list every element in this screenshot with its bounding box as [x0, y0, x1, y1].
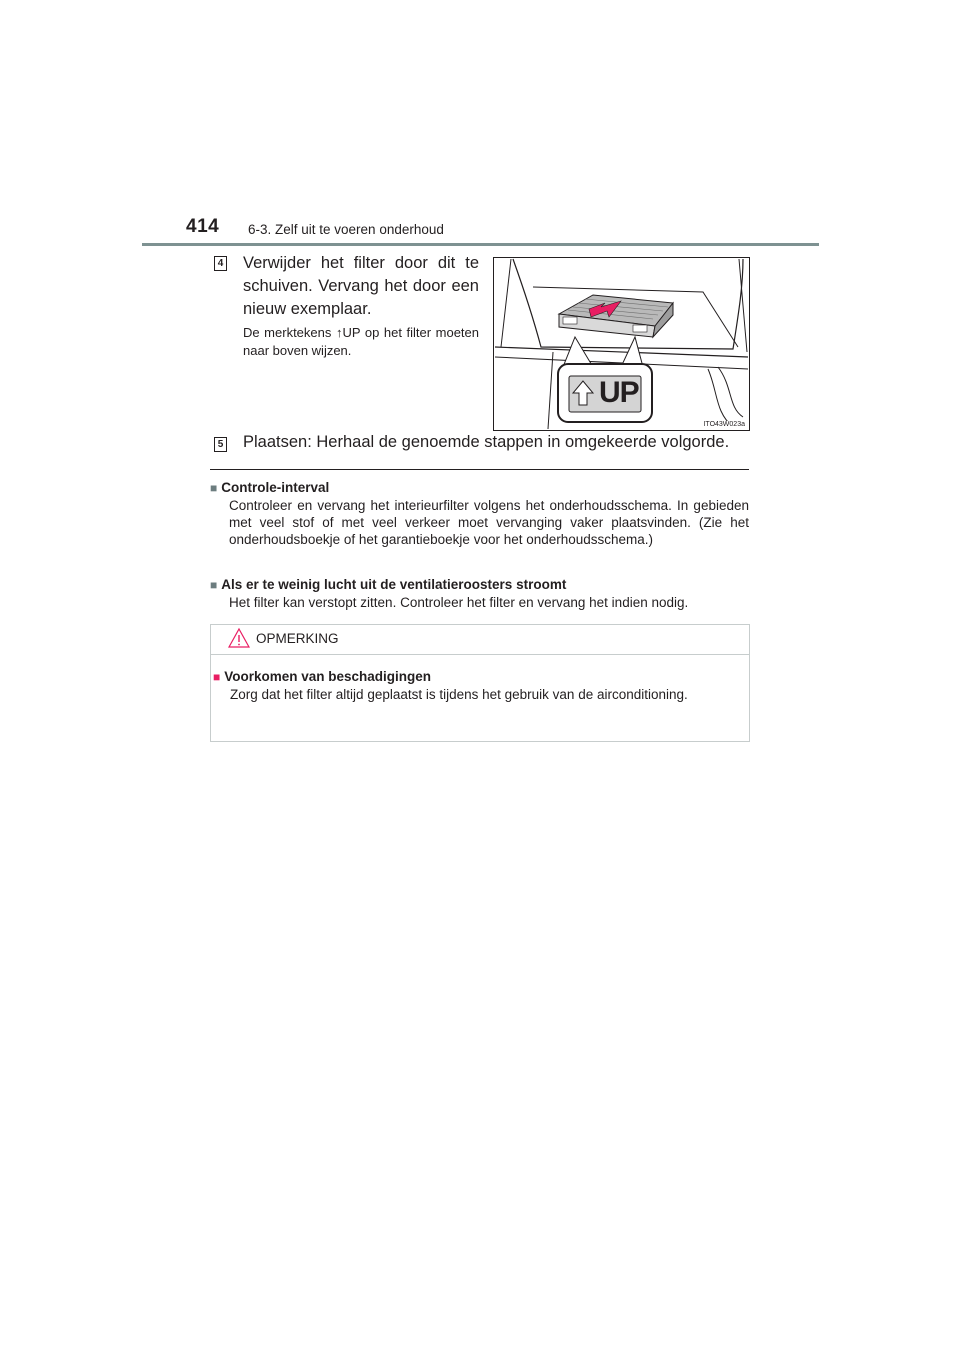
callout-up-label: UP [599, 376, 639, 409]
warning-icon [228, 627, 250, 649]
step-4-note: De merktekens ↑UP op het filter moeten naar boven wijzen. [243, 325, 479, 358]
notice-item [211, 668, 749, 703]
notice-item-body: Zorg dat het filter altijd geplaatst is tijdens het gebruik van de airconditioning. [230, 687, 688, 702]
illustration-code: ITO43W023a [703, 421, 745, 428]
info-heading: Controle-interval [221, 480, 330, 495]
bullet-icon: ■ [210, 578, 218, 592]
step-5-badge: 5 [214, 437, 227, 452]
info-heading: Als er te weinig lucht uit de ventilatieroosters stroomt [221, 577, 567, 592]
step-4-badge: 4 [214, 256, 227, 271]
page-number: 414 [186, 216, 220, 237]
info-control-interval [210, 479, 749, 548]
step-4-text: Verwijder het filter door dit te schuiven. Vervang het door een nieuw exemplaar. [243, 254, 479, 318]
info-low-airflow [210, 576, 749, 611]
step-5-text: Plaatsen: Herhaal de genoemde stappen in omgekeerde volgorde. [243, 433, 730, 451]
notice-title: OPMERKING [256, 631, 339, 646]
info-body: Het filter kan verstopt zitten. Controleer het filter en vervang het indien nodig. [229, 595, 689, 610]
bullet-icon: ■ [213, 670, 221, 684]
section-divider [210, 469, 749, 470]
notice-item-heading: Voorkomen van beschadigingen [224, 669, 432, 684]
notice-header [211, 625, 749, 655]
section-title: 6-3. Zelf uit te voeren onderhoud [248, 222, 444, 237]
filter-illustration [493, 257, 750, 431]
notice-box [210, 624, 750, 742]
bullet-icon: ■ [210, 481, 218, 495]
header-rule [142, 243, 819, 246]
info-body: Controleer en vervang het interieurfilter volgens het onderhoudsschema. In gebieden met veel stof of met veel verkeer moet vervanging vaker plaatsvinden. (Zie het onderhoudsboekje of het garantieboekje voor het onderhoudsschema.) [229, 498, 749, 547]
